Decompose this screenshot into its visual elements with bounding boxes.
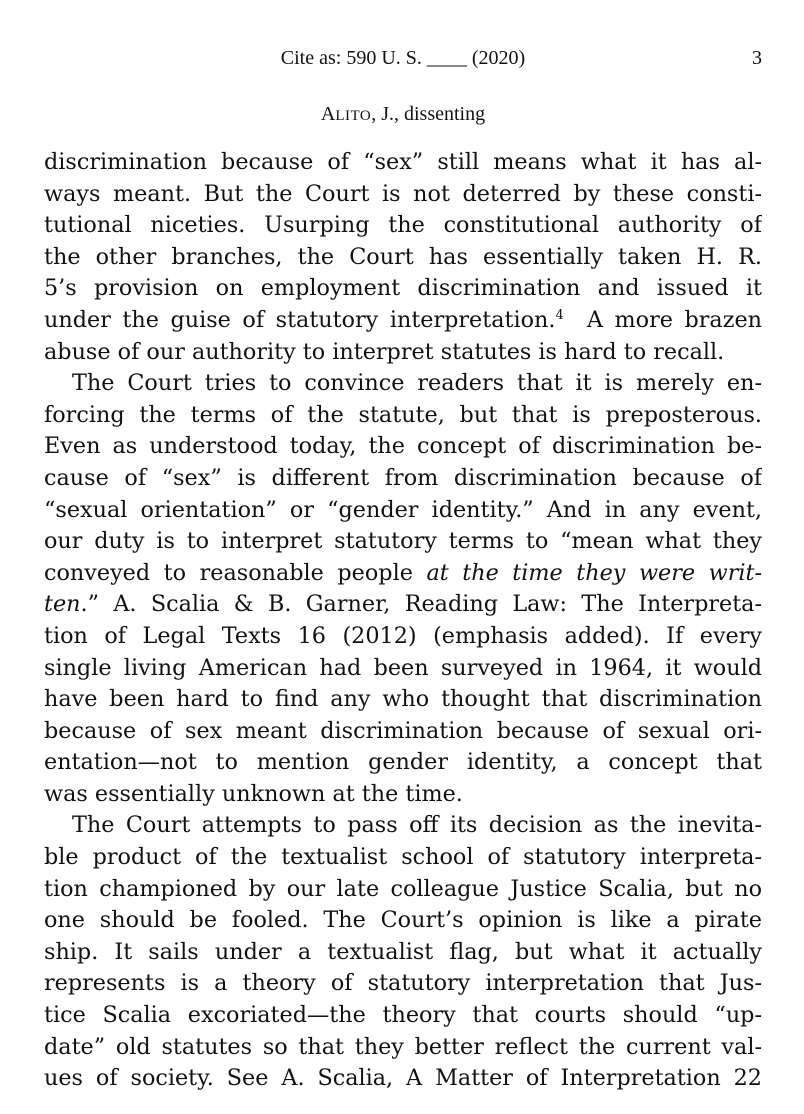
text-line: “sexual orientation” or “gender identity.” And in any event,	[44, 496, 762, 523]
text-line: represents is a theory of statutory interpretation that Jus-	[44, 970, 762, 997]
text-line: Even as understood today, the concept of discrimination be-	[44, 433, 762, 460]
text-line: tutional niceties. Usurping the constitutional authority of	[44, 212, 762, 239]
text-line: ble product of the textualist school of statutory interpreta-	[44, 844, 762, 871]
emphasized-text: at the time they were writ-	[426, 559, 762, 586]
text-line: the other branches, the Court has essentially taken H. R.	[44, 243, 762, 270]
footnote-marker[interactable]: 4	[555, 307, 564, 323]
paragraph-1	[44, 147, 762, 368]
text-line: forcing the terms of the statute, but that is preposterous.	[44, 401, 762, 428]
text-line: tion championed by our late colleague Justice Scalia, but no	[44, 875, 762, 902]
emphasized-text: ten	[44, 591, 81, 618]
paragraph-2	[44, 368, 762, 810]
text-line: have been hard to find any who thought that discrimination	[44, 686, 762, 713]
page-number: 3	[752, 47, 762, 69]
text-line: 5’s provision on employment discrimination and issued it	[44, 275, 762, 302]
text-line-with-emphasis	[44, 558, 762, 590]
text-line: abuse of our authority to interpret statutes is hard to recall.	[44, 338, 725, 365]
text-line: tice Scalia excoriated—the theory that courts should “up-	[44, 1002, 762, 1029]
running-head-initial: A	[320, 103, 336, 125]
text-line: one should be fooled. The Court’s opinion is like a pirate	[44, 907, 762, 934]
text-line: ues of society. See A. Scalia, A Matter of Interpretation 22	[44, 1065, 762, 1092]
page-header	[44, 44, 762, 72]
text-line: discrimination because of “sex” still means what it has al-	[44, 149, 762, 175]
text-line: The Court attempts to pass off its decision as the inevita-	[72, 812, 762, 839]
text-line: entation—not to mention gender identity, a concept that	[44, 749, 762, 776]
text-line: cause of “sex” is different from discrimination because of	[44, 464, 762, 491]
text-line: date” old statutes so that they better reflect the current val-	[44, 1033, 762, 1060]
text-line: tion of Legal Texts 16 (2012) (emphasis added). If every	[44, 622, 762, 649]
running-head-rest: , J., dissenting	[371, 103, 486, 125]
running-head-smallcaps: LITO	[335, 108, 372, 124]
running-head	[44, 100, 762, 130]
text-line: ship. It sails under a textualist flag, but what it actually	[44, 938, 762, 965]
text-fragment: conveyed to reasonable people	[44, 559, 427, 586]
opinion-body	[44, 147, 762, 1095]
text-line: single living American had been surveyed in 1964, it would	[44, 654, 762, 681]
text-line: because of sex meant discrimination because of sexual ori-	[44, 717, 762, 744]
text-line: was essentially unknown at the time.	[44, 780, 463, 807]
text-line-with-emphasis	[44, 589, 762, 621]
paragraph-3	[44, 810, 762, 1094]
text-line-with-footnote	[44, 305, 762, 337]
text-fragment: under the guise of statutory interpretation.	[44, 306, 556, 333]
citation: Cite as: 590 U. S. ____ (2020)	[280, 47, 526, 69]
text-line: The Court tries to convince readers that it is merely en-	[72, 370, 762, 397]
text-fragment: .” A. Scalia & B. Garner, Reading Law: The Interpreta-	[80, 591, 762, 618]
text-line: ways meant. But the Court is not deterred by these consti-	[44, 180, 762, 207]
text-fragment: A more brazen	[563, 306, 762, 333]
text-line: our duty is to interpret statutory terms to “mean what they	[44, 528, 762, 555]
